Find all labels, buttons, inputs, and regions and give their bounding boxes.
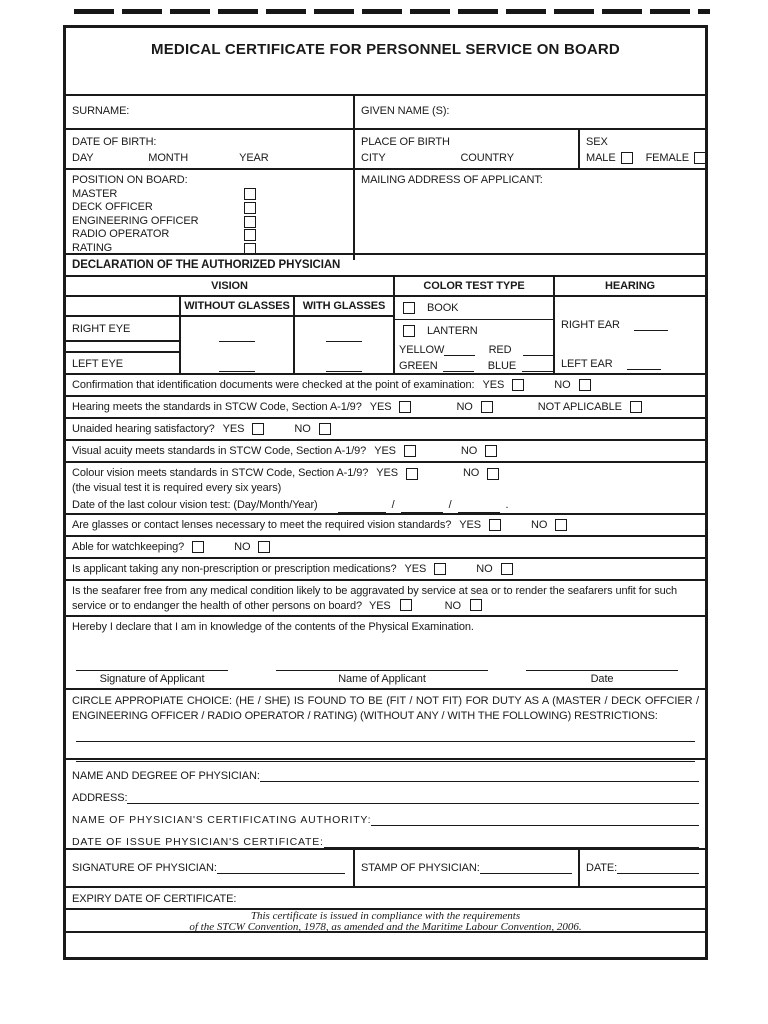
question-text: Are glasses or contact lenses necessary to meet the required vision standards?	[72, 519, 452, 531]
right-ear-line	[561, 319, 705, 331]
test-month-field[interactable]	[401, 502, 443, 513]
engineering-officer-checkbox[interactable]	[244, 216, 256, 228]
no-checkbox[interactable]	[501, 563, 513, 575]
not-applicable-checkbox[interactable]	[630, 401, 642, 413]
vision-label-spacer	[66, 297, 181, 317]
last-colour-test-line	[72, 498, 699, 513]
right-eye-label: RIGHT EYE	[66, 317, 181, 342]
without-glasses-column	[181, 317, 295, 375]
red-field[interactable]	[523, 345, 553, 356]
position-option-deck-officer	[72, 201, 347, 215]
month-label: MONTH	[148, 152, 189, 164]
physician-section	[66, 758, 705, 848]
mailing-address-field[interactable]	[353, 170, 705, 260]
no-checkbox[interactable]	[487, 468, 499, 480]
physician-address-line	[72, 785, 699, 807]
yes-checkbox[interactable]	[512, 379, 524, 391]
eye-row-spacer	[66, 342, 181, 353]
name-row	[66, 94, 705, 128]
no-label: NO	[234, 541, 251, 553]
physician-authority-field[interactable]	[371, 814, 699, 826]
date-of-birth-label: DATE OF BIRTH:	[72, 136, 157, 148]
left-eye-label: LEFT EYE	[66, 353, 181, 375]
applicant-name-field[interactable]	[276, 659, 488, 671]
yellow-field[interactable]	[444, 345, 474, 356]
blue-field[interactable]	[522, 361, 553, 372]
applicant-signature-field[interactable]	[76, 659, 228, 671]
book-option	[395, 297, 553, 320]
expiry-date-label: EXPIRY DATE OF CERTIFICATE:	[72, 893, 237, 905]
physician-stamp-label: STAMP OF PHYSICIAN:	[361, 862, 480, 874]
female-checkbox[interactable]	[694, 152, 706, 164]
yes-checkbox[interactable]	[406, 468, 418, 480]
deck-officer-checkbox[interactable]	[244, 202, 256, 214]
master-label: MASTER	[72, 187, 118, 200]
no-label: NO	[294, 423, 311, 435]
physician-name-label: NAME AND DEGREE OF PHYSICIAN:	[72, 770, 260, 782]
question-text: Visual acuity meets standards in STCW Code, Section A-1/9?	[72, 445, 367, 457]
physician-address-label: ADDRESS:	[72, 792, 128, 804]
blue-label: BLUE	[487, 360, 517, 372]
form-title: MEDICAL CERTIFICATE FOR PERSONNEL SERVICE ON BOARD	[151, 41, 620, 58]
applicant-date-field[interactable]	[526, 659, 678, 671]
yes-label: YES	[222, 423, 245, 435]
yes-label: YES	[376, 467, 398, 479]
yes-label: YES	[404, 563, 427, 575]
position-option-radio-operator	[72, 228, 347, 242]
question-medical-condition	[66, 579, 705, 615]
place-of-birth-field[interactable]	[353, 130, 578, 170]
no-checkbox[interactable]	[319, 423, 331, 435]
test-year-field[interactable]	[458, 502, 500, 513]
physician-name-field[interactable]	[260, 770, 699, 782]
with-glasses-column	[295, 317, 395, 375]
green-blue-line	[395, 358, 553, 374]
year-label: YEAR	[239, 152, 269, 164]
lantern-checkbox[interactable]	[403, 325, 415, 337]
physician-authority-line	[72, 807, 699, 829]
applicant-name-group	[276, 659, 488, 685]
applicant-signature-strip	[76, 659, 697, 685]
physician-date-field[interactable]	[617, 863, 699, 874]
no-label: NO	[554, 379, 571, 391]
question-text: Is applicant taking any non-prescription or prescription medications?	[72, 563, 397, 575]
position-on-board-group	[66, 170, 353, 260]
physician-address-field[interactable]	[127, 792, 699, 804]
male-label: MALE	[586, 152, 616, 164]
position-on-board-label: POSITION ON BOARD:	[72, 174, 188, 186]
hearing-header: HEARING	[555, 277, 705, 297]
no-label: NO	[460, 445, 478, 457]
compliance-footer-line-1: This certificate is issued in compliance with the requirements	[250, 910, 521, 922]
not-applicable-label: NOT APLICABLE	[537, 401, 622, 413]
position-option-engineering-officer	[72, 215, 347, 229]
no-checkbox[interactable]	[258, 541, 270, 553]
date-separator: /	[391, 499, 395, 511]
rating-label: RATING	[72, 241, 113, 254]
test-day-field[interactable]	[338, 502, 386, 513]
sentence-period: .	[505, 499, 509, 511]
no-checkbox[interactable]	[470, 599, 482, 611]
book-checkbox[interactable]	[403, 302, 415, 314]
no-checkbox[interactable]	[555, 519, 567, 531]
date-of-birth-field[interactable]	[66, 130, 353, 170]
color-test-type-header: COLOR TEST TYPE	[395, 277, 555, 297]
applicant-signature-group	[76, 659, 228, 685]
no-label: NO	[456, 401, 473, 413]
question-text: Able for watchkeeping?	[72, 541, 185, 553]
yellow-label: YELLOW	[399, 344, 445, 356]
applicant-name-label: Name of Applicant	[338, 673, 426, 685]
city-label: CITY	[361, 152, 386, 164]
right-ear-label: RIGHT EAR	[561, 319, 620, 331]
lantern-option	[395, 320, 553, 342]
question-glasses-needed	[66, 513, 705, 535]
question-colour-vision	[66, 461, 705, 513]
physician-signature-field[interactable]	[217, 863, 345, 874]
yes-label: YES	[369, 401, 392, 413]
engineering-officer-label: ENGINEERING OFFICER	[72, 214, 199, 227]
physician-date-label: DATE:	[586, 862, 618, 874]
mailing-address-label: MAILING ADDRESS OF APPLICANT:	[361, 174, 543, 186]
question-text: Confirmation that identification documents were checked at the point of examination:	[72, 379, 475, 391]
sex-label: SEX	[586, 136, 608, 148]
question-text: Unaided hearing satisfactory?	[72, 423, 215, 435]
green-label: GREEN	[399, 360, 438, 372]
applicant-declaration-text: Hereby I declare that I am in knowledge of the contents of the Physical Examination.	[72, 621, 474, 633]
male-checkbox[interactable]	[621, 152, 633, 164]
birth-row	[66, 128, 705, 168]
last-colour-test-label: Date of the last colour vision test: (Day/Month/Year)	[72, 499, 318, 511]
question-hearing-standards	[66, 395, 705, 417]
date-separator: /	[448, 499, 452, 511]
color-test-cell	[395, 297, 555, 375]
colour-vision-note: (the visual test it is required every six years)	[72, 482, 282, 494]
green-field[interactable]	[443, 361, 474, 372]
question-text: Colour vision meets standards in STCW Code, Section A-1/9?	[72, 467, 369, 479]
right-ear-field[interactable]	[634, 320, 668, 331]
restrictions-field-line-1[interactable]	[76, 741, 695, 742]
no-label: NO	[444, 599, 461, 612]
place-of-birth-label: PLACE OF BIRTH	[361, 136, 450, 148]
left-eye-with-glasses-field[interactable]	[326, 361, 362, 372]
physician-authority-label: NAME OF PHYSICIAN'S CERTIFICATING AUTHORITY:	[72, 814, 372, 826]
physician-date-cell	[578, 850, 705, 886]
yes-label: YES	[368, 599, 391, 612]
physician-signature-label: SIGNATURE OF PHYSICIAN:	[72, 862, 217, 874]
applicant-date-group	[526, 659, 678, 685]
position-option-master	[72, 188, 347, 202]
applicant-declaration-section	[66, 615, 705, 688]
radio-operator-checkbox[interactable]	[244, 229, 256, 241]
position-row	[66, 168, 705, 253]
yes-checkbox[interactable]	[400, 599, 412, 611]
left-ear-field[interactable]	[627, 359, 661, 370]
physician-stamp-cell	[353, 850, 578, 886]
yes-checkbox[interactable]	[404, 445, 416, 457]
red-label: RED	[488, 344, 512, 356]
empty-bottom-strip	[66, 931, 705, 957]
question-text: Is the seafarer free from any medical condition likely to be aggravated by service at sea or to render the seafarers unfit for such service or to endanger the health of other persons on board?	[72, 585, 678, 612]
hearing-cell	[555, 297, 705, 375]
no-checkbox[interactable]	[481, 401, 493, 413]
surname-field[interactable]	[66, 96, 353, 128]
sex-field	[578, 130, 712, 170]
scan-edge-mark	[74, 9, 710, 14]
country-label: COUNTRY	[460, 152, 514, 164]
yellow-red-line	[395, 342, 553, 358]
without-glasses-header: WITHOUT GLASSES	[181, 297, 295, 317]
applicant-signature-label: Signature of Applicant	[99, 673, 205, 685]
physician-stamp-field[interactable]	[480, 863, 572, 874]
no-label: NO	[476, 563, 493, 575]
left-ear-label: LEFT EAR	[561, 358, 613, 370]
question-unaided-hearing	[66, 417, 705, 439]
no-checkbox[interactable]	[579, 379, 591, 391]
yes-checkbox[interactable]	[489, 519, 501, 531]
physician-name-line	[72, 763, 699, 785]
compliance-footer-line-2: of the STCW Convention, 1978, as amended and the Maritime Labour Convention, 2006.	[189, 920, 582, 933]
physician-issue-date-label: DATE OF ISSUE PHYSICIAN'S CERTIFICATE:	[72, 836, 324, 848]
question-watchkeeping	[66, 535, 705, 557]
yes-checkbox[interactable]	[399, 401, 411, 413]
fitness-section	[66, 688, 705, 758]
master-checkbox[interactable]	[244, 188, 256, 200]
lantern-label: LANTERN	[427, 325, 478, 337]
applicant-date-label: Date	[590, 673, 614, 685]
no-checkbox[interactable]	[485, 445, 497, 457]
with-glasses-header: WITH GLASSES	[295, 297, 395, 317]
yes-label: YES	[374, 445, 396, 457]
certificate-form	[63, 25, 708, 960]
day-label: DAY	[72, 152, 94, 164]
fitness-instruction: CIRCLE APPROPIATE CHOICE: (HE / SHE) IS FOUND TO BE (FIT / NOT FIT) FOR DUTY AS A (MASTER / DECK OFFCIER / ENGINEERING OFFICER / RADIO OPERATOR / RATING) (WITHOUT ANY / WITH THE FOLLOWING) RESTRICTIONS:	[72, 695, 699, 722]
question-medications	[66, 557, 705, 579]
yes-label: YES	[459, 519, 481, 531]
expiry-date-field[interactable]	[66, 886, 705, 908]
yes-checkbox[interactable]	[192, 541, 204, 553]
right-eye-with-glasses-field[interactable]	[326, 331, 362, 342]
radio-operator-label: RADIO OPERATOR	[72, 228, 170, 241]
physician-issue-date-field[interactable]	[324, 836, 699, 848]
female-label: FEMALE	[645, 152, 689, 164]
question-visual-acuity	[66, 439, 705, 461]
compliance-footer	[66, 908, 705, 931]
no-label: NO	[530, 519, 548, 531]
deck-officer-label: DECK OFFICER	[72, 201, 153, 214]
question-id-documents	[66, 373, 705, 395]
no-label: NO	[462, 467, 480, 479]
yes-label: YES	[482, 379, 505, 391]
physician-signature-row	[66, 848, 705, 886]
physician-signature-cell	[66, 850, 353, 886]
given-name-field[interactable]	[353, 96, 705, 128]
yes-checkbox[interactable]	[252, 423, 264, 435]
surname-label: SURNAME:	[72, 105, 130, 117]
left-ear-line	[561, 358, 705, 370]
declaration-header: DECLARATION OF THE AUTHORIZED PHYSICIAN	[66, 253, 705, 275]
vision-header: VISION	[66, 277, 395, 297]
vision-table	[66, 275, 705, 373]
left-eye-without-glasses-field[interactable]	[219, 361, 255, 372]
yes-checkbox[interactable]	[434, 563, 446, 575]
right-eye-without-glasses-field[interactable]	[219, 331, 255, 342]
question-text: Hearing meets the standards in STCW Code, Section A-1/9?	[72, 401, 362, 413]
book-label: BOOK	[427, 302, 459, 314]
given-name-label: GIVEN NAME (S):	[361, 105, 450, 117]
